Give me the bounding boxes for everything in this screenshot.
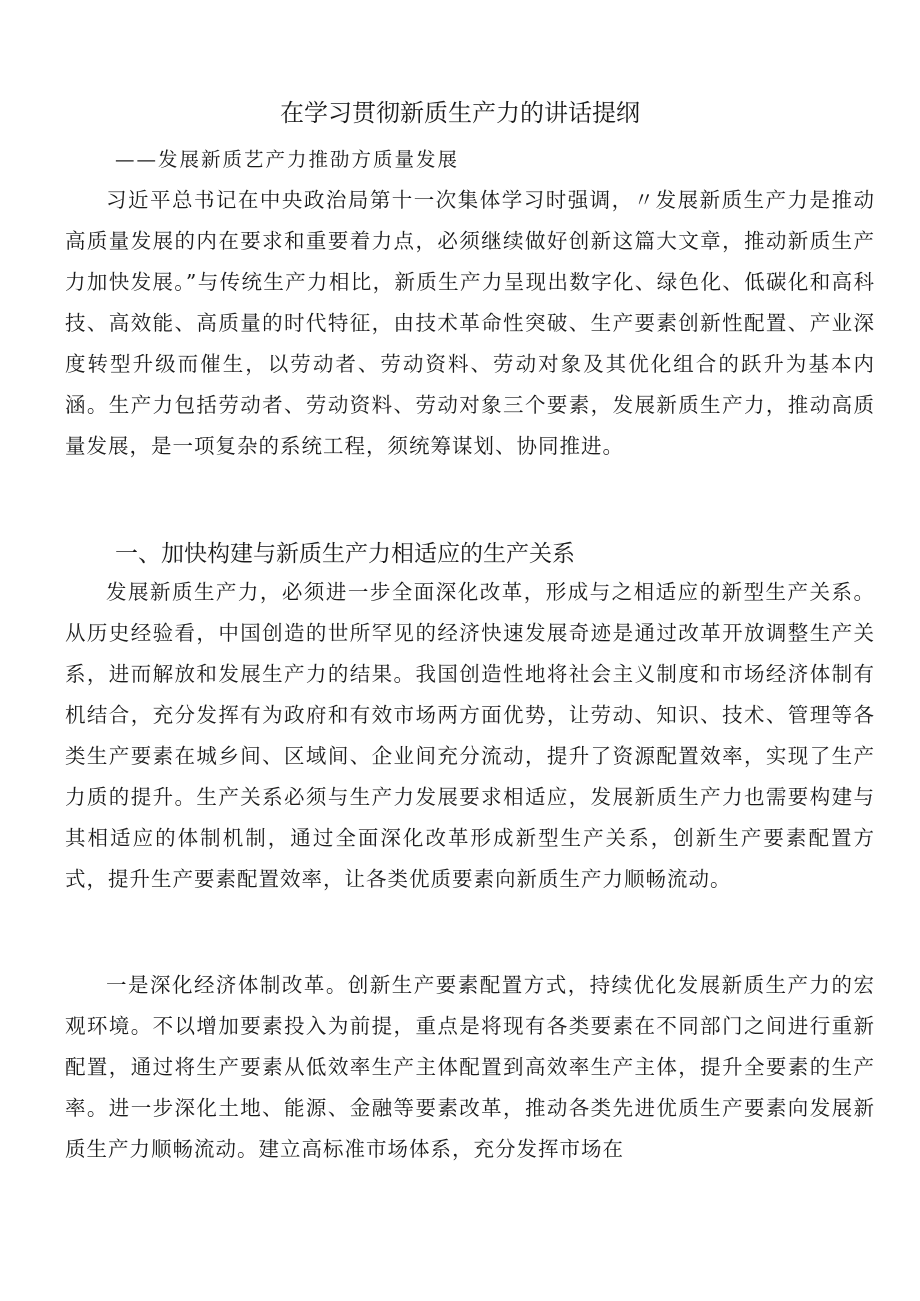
document-subtitle: ——发展新质艺产力推劭方质量发展 xyxy=(115,148,460,171)
document-title: 在学习贯彻新质生产力的讲话提纲 xyxy=(280,99,640,127)
intro-paragraph: 习近平总书记在中央政治局第十一次集体学习时强调，〃发展新质生产力是推动高质量发展的内在要求和重要着力点，必须继续做好创新这篇大文章，推动新质生产力加快发展。”与传统生产力相比，新质生产力呈现出数字化、绿色化、低碳化和高科技、高效能、高质量的时代特征，由技术革命性突破、生产要素创新性配置、产业深度转型升级而催生，以劳动者、劳动资料、劳动对象及其优化组合的跃升为基本内涵。生产力包括劳动者、劳动资料、劳动对象三个要素，发展新质生产力，推动高质量发展，是一项复杂的系统工程，须统筹谋划、协同推进。 xyxy=(65,188,875,458)
body-paragraph: 发展新质生产力，必须进一步全面深化改革，形成与之相适应的新型生产关系。从历史经验看，中国创造的世所罕见的经济快速发展奇迹是通过改革开放调整生产关系，进而解放和发展生产力的结果。我国创造性地将社会主义制度和市场经济体制有机结合，充分发挥有为政府和有效市场两方面优势，让劳动、知识、技术、管理等各类生产要素在城乡间、区域间、企业间充分流动，提升了资源配置效率，实现了生产力质的提升。生产关系必须与生产力发展要求相适应，发展新质生产力也需要构建与其相适应的体制机制，通过全面深化改革形成新型生产关系，创新生产要素配置方式，提升生产要素配置效率，让各类优质要素向新质生产力顺畅流动。 xyxy=(65,580,875,891)
section-heading: 一、加快构建与新质生产力相适应的生产关系 xyxy=(115,541,575,567)
body-paragraph: 一是深化经济体制改革。创新生产要素配置方式，持续优化发展新质生产力的宏观环境。不以增加要素投入为前提，重点是将现有各类要素在不同部门之间进行重新配置，通过将生产要素从低效率生产主体配置到高效率生产主体，提升全要素的生产率。进一步深化土地、能源、金融等要素改革，推动各类先进优质生产要素向发展新质生产力顺畅流动。建立高标准市场体系，充分发挥市场在 xyxy=(65,973,875,1161)
